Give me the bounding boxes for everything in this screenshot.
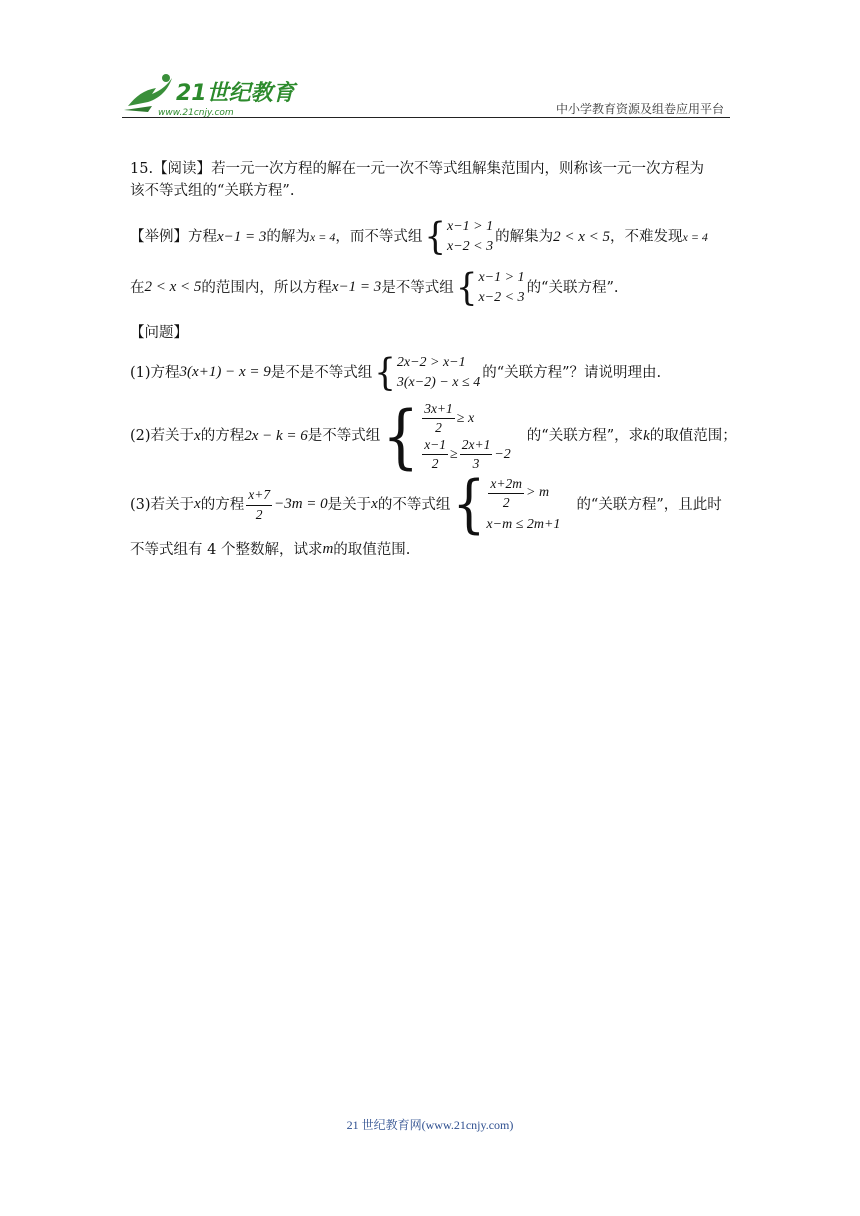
q2-prefix: (2)若关于: [130, 428, 195, 445]
example-text-f: 在: [130, 279, 145, 296]
problem-number: 15.: [130, 161, 154, 177]
site-logo: [122, 70, 302, 118]
example-range: 2 < x < 5: [553, 228, 610, 245]
denominator: 3: [472, 455, 480, 471]
fraction: [422, 401, 455, 436]
header-platform-text: 中小学教育资源及组卷应用平台: [555, 102, 724, 116]
denominator: 2: [255, 506, 263, 522]
numerator: x−1: [422, 437, 448, 455]
q3-text-c: 的不等式组: [377, 496, 451, 513]
q1-equation: 3(x+1) − x = 9: [179, 364, 271, 381]
brace: {: [374, 350, 396, 395]
svg-text:www.21cnjy.com: www.21cnjy.com: [158, 108, 234, 118]
q3-text-a: 的方程: [200, 496, 245, 513]
q2-suffix: 的取值范围；: [649, 428, 737, 445]
example-tag: 【举例】: [130, 229, 188, 245]
q1-system-line-1: 2x−2 > x−1: [396, 354, 466, 370]
q2-system-line-2-rest: −2: [494, 446, 511, 462]
q3-m: m: [322, 541, 334, 558]
example-solution: x = 4: [309, 229, 336, 244]
q3-line2-b: 的取值范围.: [333, 541, 411, 558]
q3-line2-a: 不等式组有 4 个整数解，试求: [130, 541, 323, 558]
q3-prefix: (3)若关于: [130, 496, 195, 513]
question-tag: 【问题】: [130, 325, 188, 342]
svg-text:21世纪教育: 21世纪教育: [176, 81, 295, 106]
fraction: [422, 437, 448, 472]
q1-prefix: (1)方程: [130, 364, 180, 381]
q2-system-line-2: [420, 437, 511, 472]
q1-suffix: 的“关联方程”？请说明理由.: [482, 364, 662, 381]
q3-text-d: 的“关联方程”，且此时: [576, 496, 722, 513]
q3-fraction: [246, 487, 272, 522]
example-text-b: 的解为: [266, 229, 310, 245]
example-line-1: [130, 217, 730, 258]
q1-system-lines: [397, 353, 480, 394]
q3-equation-rest: −3m = 0: [274, 496, 328, 513]
q2-text-c: 的“关联方程”，求: [526, 428, 644, 445]
brace: {: [455, 265, 478, 310]
brace: {: [452, 469, 486, 542]
example-system-2-lines: [478, 268, 524, 309]
page-header: [122, 64, 730, 120]
example-solution-2: x = 4: [682, 229, 708, 244]
example-system-2: [455, 265, 525, 310]
q2-variable: x: [194, 427, 201, 444]
q2-system: [382, 395, 511, 478]
denominator: 2: [431, 455, 439, 471]
intro-paragraph: [130, 158, 730, 203]
q2-system-line-1: [420, 401, 511, 436]
intro-line-2: 该不等式组的“关联方程”.: [130, 183, 295, 200]
example-equation: x−1 = 3: [217, 228, 267, 245]
q3-system-lines: [486, 476, 560, 534]
intro-tag: 【阅读】: [153, 161, 212, 177]
page-footer: 21 世纪教育网(www.21cnjy.com): [346, 1118, 514, 1132]
example-text-g: 的范围内，所以方程: [201, 279, 332, 296]
q2-equation: 2x − k = 6: [244, 427, 308, 444]
question-1: [130, 350, 730, 395]
numerator: 3x+1: [422, 401, 455, 419]
example-system-line-2: x−2 < 3: [446, 239, 494, 255]
q3-text-b: 是关于: [327, 496, 372, 513]
example-system-line-1: x−1 > 1: [446, 218, 494, 234]
example-text-c: ，而不等式组: [335, 229, 423, 245]
denominator: 2: [435, 420, 442, 436]
q3-system: [452, 469, 561, 542]
q1-text: 是不是不等式组: [270, 364, 373, 381]
q2-system-line-1-rest: ≥ x: [456, 411, 475, 427]
problem-content: [130, 158, 737, 561]
question-3-line-2: [130, 538, 730, 561]
example-text-h: 是不等式组: [381, 279, 454, 296]
numerator: 2x+1: [460, 437, 493, 455]
q2-system-lines: [420, 401, 511, 472]
denominator: 2: [502, 495, 510, 511]
fraction: [488, 476, 524, 511]
example-system-2-line-2: x−2 < 3: [478, 289, 525, 305]
q3-variable-2: x: [371, 496, 378, 513]
q3-system-line-2: x−m ≤ 2m+1: [486, 517, 561, 533]
example-text-e: ，不难发现: [610, 229, 683, 245]
example-text-a: 方程: [188, 229, 217, 245]
example-equation-2: x−1 = 3: [331, 279, 382, 296]
q2-system-line-2-mid: ≥: [450, 446, 458, 462]
brace: {: [424, 215, 446, 260]
question-3-line-1: [130, 469, 730, 542]
header-divider: [122, 117, 730, 118]
intro-text-1: 若一元一次方程的解在一元一次不等式组解集范围内，则称该一元一次方程为: [211, 161, 705, 177]
example-system-2-line-1: x−1 > 1: [478, 269, 525, 285]
brace: {: [382, 395, 420, 478]
example-system: [424, 217, 493, 258]
example-system-lines: [447, 217, 493, 258]
q2-k: k: [643, 427, 650, 444]
numerator: x+2m: [488, 476, 524, 494]
example-line-2: [130, 265, 730, 310]
fraction: [460, 437, 493, 472]
q1-system: [374, 350, 481, 395]
intro-line-1: [130, 158, 730, 180]
q1-system-line-2: 3(x−2) − x ≤ 4: [396, 374, 481, 390]
example-text-d: 的解集为: [495, 229, 554, 245]
q3-variable: x: [194, 496, 201, 513]
q2-text-b: 是不等式组: [307, 428, 381, 445]
q3-system-line-1-rest: > m: [526, 485, 550, 501]
q2-text-a: 的方程: [200, 428, 245, 445]
numerator: x+7: [246, 487, 272, 505]
q3-system-line-1: [486, 476, 560, 511]
example-text-i: 的“关联方程”.: [526, 279, 619, 296]
question-2: [130, 395, 737, 478]
example-range-2: 2 < x < 5: [144, 279, 202, 296]
